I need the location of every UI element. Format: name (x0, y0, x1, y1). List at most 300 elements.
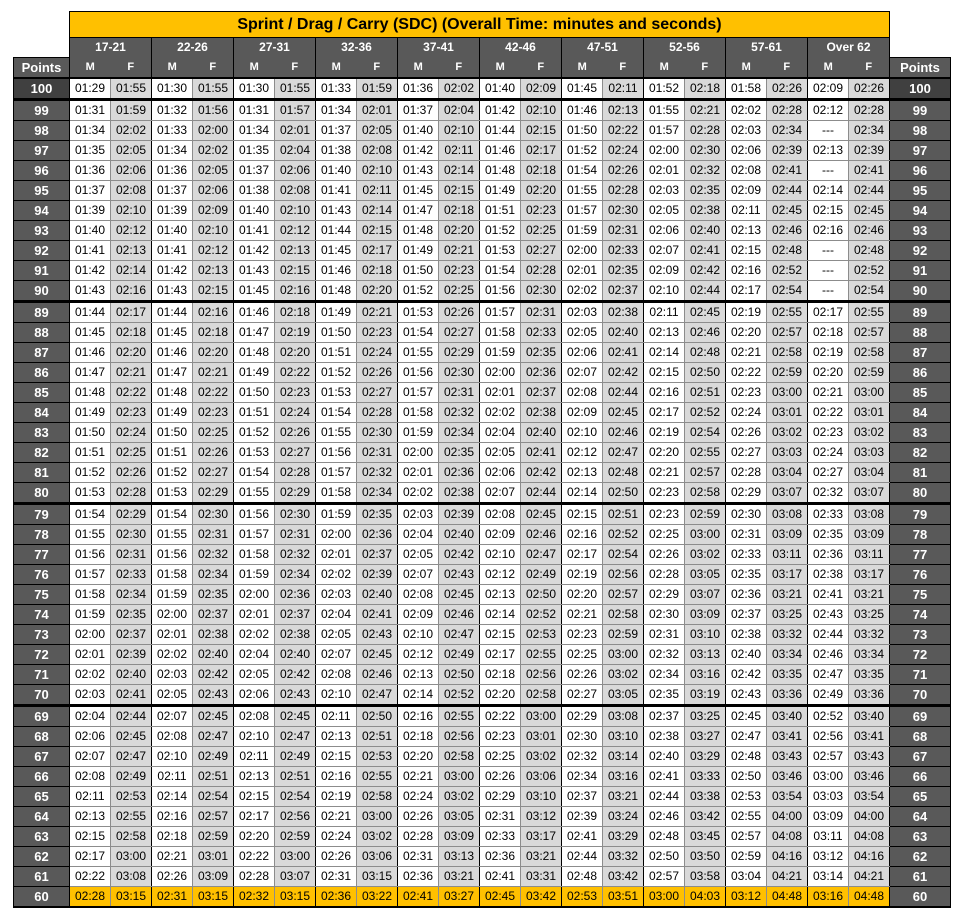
male-time-cell: 01:46 (234, 302, 275, 323)
female-time-cell: 02:18 (521, 161, 562, 181)
male-time-cell: 02:41 (562, 827, 603, 847)
male-time-cell: 01:55 (562, 181, 603, 201)
table-row (14, 525, 951, 545)
female-time-cell: 02:42 (193, 665, 234, 685)
male-time-cell: 01:40 (398, 121, 439, 141)
male-header: M (398, 58, 439, 79)
male-time-cell: 02:18 (808, 323, 849, 343)
table-row (14, 423, 951, 443)
female-time-cell: 02:43 (439, 565, 480, 585)
female-time-cell: 03:21 (439, 867, 480, 887)
male-time-cell: 02:08 (726, 161, 767, 181)
female-time-cell: 02:54 (275, 787, 316, 807)
male-time-cell: 01:57 (316, 463, 357, 483)
table-row (14, 767, 951, 787)
female-time-cell: 02:28 (603, 181, 644, 201)
male-time-cell: 01:57 (644, 121, 685, 141)
male-time-cell: 01:45 (562, 78, 603, 100)
table-row (14, 121, 951, 141)
male-time-cell: 02:21 (726, 343, 767, 363)
male-time-cell: 02:00 (644, 141, 685, 161)
male-time-cell: 01:54 (152, 504, 193, 525)
female-time-cell: 03:21 (521, 847, 562, 867)
female-header: F (685, 58, 726, 79)
male-time-cell: 02:15 (808, 201, 849, 221)
male-time-cell: 02:14 (808, 181, 849, 201)
male-time-cell: 01:42 (234, 241, 275, 261)
female-time-cell: 02:18 (357, 261, 398, 281)
female-time-cell: 02:29 (439, 343, 480, 363)
male-time-cell: 02:29 (480, 787, 521, 807)
female-time-cell: 02:10 (521, 100, 562, 121)
female-time-cell: 02:14 (439, 161, 480, 181)
female-time-cell: 02:51 (603, 504, 644, 525)
title-spacer-right (890, 12, 951, 38)
male-time-cell: 01:36 (152, 161, 193, 181)
male-time-cell: 01:46 (562, 100, 603, 121)
male-time-cell: 02:00 (316, 525, 357, 545)
male-time-cell: 02:13 (480, 585, 521, 605)
male-time-cell: 02:15 (234, 787, 275, 807)
female-time-cell: 02:36 (521, 363, 562, 383)
male-time-cell: 02:04 (398, 525, 439, 545)
male-time-cell: 02:22 (70, 867, 111, 887)
female-time-cell: 02:22 (275, 363, 316, 383)
male-time-cell: 02:19 (562, 565, 603, 585)
female-time-cell: 02:54 (193, 787, 234, 807)
male-time-cell: 01:45 (398, 181, 439, 201)
group-spacer-right (890, 38, 951, 58)
female-time-cell: 02:36 (439, 463, 480, 483)
female-time-cell: 03:21 (849, 585, 890, 605)
male-time-cell: 02:31 (480, 807, 521, 827)
female-time-cell: 02:20 (193, 343, 234, 363)
male-time-cell: 02:26 (480, 767, 521, 787)
male-time-cell: 02:02 (316, 565, 357, 585)
male-time-cell: 01:37 (316, 121, 357, 141)
male-time-cell: 02:33 (480, 827, 521, 847)
female-time-cell: 03:42 (521, 887, 562, 908)
male-time-cell: 02:57 (644, 867, 685, 887)
female-time-cell: 02:42 (275, 665, 316, 685)
female-time-cell: 02:32 (357, 463, 398, 483)
male-time-cell: 02:35 (644, 685, 685, 706)
male-time-cell: 01:51 (152, 443, 193, 463)
male-time-cell: 02:41 (644, 767, 685, 787)
female-time-cell: 02:31 (603, 221, 644, 241)
points-cell-left: 69 (14, 706, 70, 727)
female-time-cell: 03:40 (767, 706, 808, 727)
male-time-cell: 02:17 (480, 645, 521, 665)
age-group-header: 47-51 (562, 38, 644, 58)
male-time-cell: 01:57 (70, 565, 111, 585)
female-time-cell: 01:59 (111, 100, 152, 121)
male-time-cell: 02:10 (644, 281, 685, 302)
female-time-cell: 02:11 (439, 141, 480, 161)
female-time-cell: 02:49 (275, 747, 316, 767)
female-time-cell: 02:15 (357, 221, 398, 241)
female-time-cell: 03:06 (357, 847, 398, 867)
table-row (14, 504, 951, 525)
points-cell-left: 68 (14, 727, 70, 747)
female-time-cell: 02:15 (439, 181, 480, 201)
female-time-cell: 02:10 (357, 161, 398, 181)
female-time-cell: 03:58 (685, 867, 726, 887)
female-time-cell: 03:00 (849, 383, 890, 403)
female-time-cell: 02:39 (767, 141, 808, 161)
female-header: F (357, 58, 398, 79)
female-time-cell: 02:28 (849, 100, 890, 121)
female-time-cell: 02:35 (193, 585, 234, 605)
male-time-cell: 01:57 (234, 525, 275, 545)
male-time-cell: 01:53 (480, 241, 521, 261)
male-time-cell: 02:30 (726, 504, 767, 525)
points-cell-left: 63 (14, 827, 70, 847)
female-time-cell: 02:20 (521, 181, 562, 201)
male-time-cell: 01:49 (398, 241, 439, 261)
female-time-cell: 02:40 (193, 645, 234, 665)
table-row (14, 343, 951, 363)
male-time-cell: 01:50 (70, 423, 111, 443)
female-time-cell: 02:34 (193, 565, 234, 585)
female-time-cell: 02:23 (193, 403, 234, 423)
female-time-cell: 02:40 (275, 645, 316, 665)
male-time-cell: 01:43 (152, 281, 193, 302)
female-time-cell: 02:55 (767, 302, 808, 323)
female-time-cell: 02:46 (767, 221, 808, 241)
male-time-cell: 01:54 (70, 504, 111, 525)
female-time-cell: 02:46 (603, 423, 644, 443)
male-time-cell: 01:58 (70, 585, 111, 605)
male-time-cell: 01:49 (152, 403, 193, 423)
female-time-cell: 02:23 (357, 323, 398, 343)
female-time-cell: 03:00 (603, 645, 644, 665)
female-time-cell: 02:13 (603, 100, 644, 121)
female-time-cell: 02:01 (275, 121, 316, 141)
table-row (14, 545, 951, 565)
points-cell-left: 65 (14, 787, 70, 807)
female-time-cell: 04:21 (849, 867, 890, 887)
male-time-cell: 02:31 (316, 867, 357, 887)
points-cell-right: 67 (890, 747, 951, 767)
points-cell-left: 60 (14, 887, 70, 908)
female-time-cell: 02:05 (111, 141, 152, 161)
male-time-cell: 02:07 (316, 645, 357, 665)
male-time-cell: 02:01 (480, 383, 521, 403)
female-time-cell: 02:30 (357, 423, 398, 443)
female-time-cell: 02:32 (275, 545, 316, 565)
female-time-cell: 02:41 (849, 161, 890, 181)
points-cell-left: 74 (14, 605, 70, 625)
table-row (14, 443, 951, 463)
female-time-cell: 01:59 (357, 78, 398, 100)
female-time-cell: 03:15 (111, 887, 152, 908)
points-cell-right: 92 (890, 241, 951, 261)
male-time-cell: 02:20 (562, 585, 603, 605)
female-time-cell: 02:34 (849, 121, 890, 141)
female-time-cell: 02:17 (111, 302, 152, 323)
male-header: M (726, 58, 767, 79)
points-cell-right: 96 (890, 161, 951, 181)
male-time-cell: 02:08 (152, 727, 193, 747)
male-time-cell: 02:02 (562, 281, 603, 302)
female-time-cell: 02:17 (521, 141, 562, 161)
male-time-cell: 02:45 (726, 706, 767, 727)
female-time-cell: 01:57 (275, 100, 316, 121)
female-time-cell: 02:25 (111, 443, 152, 463)
male-time-cell: 02:36 (808, 545, 849, 565)
female-time-cell: 02:18 (685, 78, 726, 100)
male-time-cell: 02:08 (480, 504, 521, 525)
male-time-cell: 02:57 (726, 827, 767, 847)
female-header: F (521, 58, 562, 79)
male-time-cell: 01:54 (316, 403, 357, 423)
female-time-cell: 02:31 (111, 545, 152, 565)
male-time-cell: 01:55 (316, 423, 357, 443)
female-time-cell: 02:27 (357, 383, 398, 403)
male-time-cell: 02:05 (562, 323, 603, 343)
female-time-cell: 02:52 (849, 261, 890, 281)
points-cell-right: 79 (890, 504, 951, 525)
female-time-cell: 03:33 (685, 767, 726, 787)
male-time-cell: 02:56 (808, 727, 849, 747)
male-time-cell: 01:56 (480, 281, 521, 302)
female-time-cell: 02:18 (439, 201, 480, 221)
points-cell-left: 98 (14, 121, 70, 141)
female-time-cell: 03:24 (603, 807, 644, 827)
male-time-cell: 01:51 (234, 403, 275, 423)
male-time-cell: 01:47 (398, 201, 439, 221)
female-time-cell: 02:46 (521, 525, 562, 545)
female-time-cell: 02:45 (111, 727, 152, 747)
female-time-cell: 03:01 (521, 727, 562, 747)
male-time-cell: 02:27 (726, 443, 767, 463)
female-time-cell: 02:04 (439, 100, 480, 121)
points-cell-left: 84 (14, 403, 70, 423)
male-time-cell: 03:16 (808, 887, 849, 908)
female-time-cell: 03:12 (521, 807, 562, 827)
male-time-cell: 01:55 (234, 483, 275, 504)
male-time-cell: 01:45 (152, 323, 193, 343)
male-time-cell: 02:16 (808, 221, 849, 241)
male-time-cell: 03:14 (808, 867, 849, 887)
female-time-cell: 02:57 (849, 323, 890, 343)
male-time-cell: 01:38 (234, 181, 275, 201)
male-time-cell: 02:23 (726, 383, 767, 403)
female-time-cell: 02:50 (685, 363, 726, 383)
table-row (14, 181, 951, 201)
female-time-cell: 02:35 (439, 443, 480, 463)
points-cell-right: 91 (890, 261, 951, 281)
female-time-cell: 02:44 (521, 483, 562, 504)
female-time-cell: 02:21 (439, 241, 480, 261)
female-time-cell: 02:47 (111, 747, 152, 767)
male-time-cell: 01:59 (70, 605, 111, 625)
female-time-cell: 02:55 (685, 443, 726, 463)
male-time-cell: 02:24 (398, 787, 439, 807)
male-time-cell: 01:49 (316, 302, 357, 323)
female-time-cell: 03:46 (767, 767, 808, 787)
points-cell-left: 96 (14, 161, 70, 181)
female-time-cell: 02:23 (275, 383, 316, 403)
male-time-cell: 02:49 (808, 685, 849, 706)
female-time-cell: 03:09 (685, 605, 726, 625)
female-time-cell: 02:33 (111, 565, 152, 585)
male-time-cell: 02:44 (562, 847, 603, 867)
male-time-cell: 01:53 (70, 483, 111, 504)
male-time-cell: 03:03 (808, 787, 849, 807)
points-cell-left: 76 (14, 565, 70, 585)
female-time-cell: 03:54 (767, 787, 808, 807)
male-time-cell: 01:36 (398, 78, 439, 100)
female-time-cell: 02:59 (685, 504, 726, 525)
table-row (14, 141, 951, 161)
male-time-cell: 01:58 (152, 565, 193, 585)
male-time-cell: 02:22 (726, 363, 767, 383)
male-time-cell: 02:21 (316, 807, 357, 827)
male-time-cell: 02:02 (726, 100, 767, 121)
male-time-cell: 02:53 (726, 787, 767, 807)
male-time-cell: 02:06 (562, 343, 603, 363)
male-header: M (152, 58, 193, 79)
male-time-cell: 02:34 (644, 665, 685, 685)
female-time-cell: 02:46 (357, 665, 398, 685)
male-time-cell: 02:04 (234, 645, 275, 665)
male-time-cell: 01:49 (70, 403, 111, 423)
female-time-cell: 02:28 (275, 463, 316, 483)
male-time-cell: 02:03 (398, 504, 439, 525)
female-time-cell: 02:56 (439, 727, 480, 747)
female-time-cell: 02:49 (111, 767, 152, 787)
female-time-cell: 03:34 (767, 645, 808, 665)
male-time-cell: 02:11 (316, 706, 357, 727)
male-time-cell: 02:05 (398, 545, 439, 565)
points-cell-left: 79 (14, 504, 70, 525)
male-time-cell: 02:53 (562, 887, 603, 908)
points-cell-left: 87 (14, 343, 70, 363)
female-time-cell: 03:22 (357, 887, 398, 908)
male-time-cell: 01:51 (316, 343, 357, 363)
male-time-cell: 01:57 (562, 201, 603, 221)
female-time-cell: 01:55 (111, 78, 152, 100)
female-time-cell: 02:50 (603, 483, 644, 504)
male-time-cell: 01:50 (562, 121, 603, 141)
points-cell-left: 73 (14, 625, 70, 645)
female-time-cell: 02:27 (439, 323, 480, 343)
female-time-cell: 02:42 (439, 545, 480, 565)
points-cell-right: 72 (890, 645, 951, 665)
female-time-cell: 02:48 (603, 463, 644, 483)
male-time-cell: 01:45 (70, 323, 111, 343)
points-header-right: Points (890, 58, 951, 79)
female-time-cell: 02:52 (439, 685, 480, 706)
male-time-cell: 02:26 (562, 665, 603, 685)
male-time-cell: 02:17 (562, 545, 603, 565)
table-row (14, 383, 951, 403)
female-time-cell: 02:57 (603, 585, 644, 605)
male-time-cell: 01:52 (398, 281, 439, 302)
female-time-cell: 02:49 (439, 645, 480, 665)
female-time-cell: 03:25 (767, 605, 808, 625)
female-time-cell: 02:08 (275, 181, 316, 201)
female-time-cell: 02:44 (111, 706, 152, 727)
female-time-cell: 02:26 (849, 78, 890, 100)
female-header: F (439, 58, 480, 79)
male-time-cell: 02:03 (726, 121, 767, 141)
female-time-cell: 03:43 (849, 747, 890, 767)
female-time-cell: 03:14 (603, 747, 644, 767)
male-time-cell: 02:16 (562, 525, 603, 545)
male-time-cell: 01:50 (316, 323, 357, 343)
male-time-cell: 01:40 (316, 161, 357, 181)
male-time-cell: 02:02 (70, 665, 111, 685)
male-time-cell: 01:37 (234, 161, 275, 181)
female-time-cell: 02:14 (357, 201, 398, 221)
female-time-cell: 02:22 (603, 121, 644, 141)
female-time-cell: 02:43 (193, 685, 234, 706)
female-time-cell: 02:56 (521, 665, 562, 685)
female-time-cell: 03:42 (603, 867, 644, 887)
female-time-cell: 03:11 (767, 545, 808, 565)
male-time-cell: 01:56 (398, 363, 439, 383)
male-time-cell: 02:19 (316, 787, 357, 807)
points-cell-right: 63 (890, 827, 951, 847)
points-cell-left: 83 (14, 423, 70, 443)
male-time-cell: 01:31 (234, 100, 275, 121)
female-time-cell: 02:39 (439, 504, 480, 525)
points-cell-left: 94 (14, 201, 70, 221)
male-time-cell: 01:50 (152, 423, 193, 443)
male-time-cell: 02:48 (562, 867, 603, 887)
table-row (14, 403, 951, 423)
male-time-cell: 01:50 (234, 383, 275, 403)
female-time-cell: 02:58 (521, 685, 562, 706)
male-time-cell: 02:10 (234, 727, 275, 747)
female-time-cell: 03:04 (849, 463, 890, 483)
points-cell-left: 89 (14, 302, 70, 323)
male-time-cell: 01:33 (152, 121, 193, 141)
female-time-cell: 02:30 (685, 141, 726, 161)
points-cell-left: 85 (14, 383, 70, 403)
female-time-cell: 02:38 (439, 483, 480, 504)
male-time-cell: 02:07 (562, 363, 603, 383)
female-time-cell: 02:00 (193, 121, 234, 141)
female-time-cell: 02:15 (193, 281, 234, 302)
male-time-cell: 02:22 (808, 403, 849, 423)
male-time-cell: --- (808, 261, 849, 281)
male-time-cell: 02:03 (152, 665, 193, 685)
female-time-cell: 02:47 (275, 727, 316, 747)
male-time-cell: 01:38 (316, 141, 357, 161)
male-time-cell: 01:49 (234, 363, 275, 383)
male-time-cell: 02:28 (726, 463, 767, 483)
male-time-cell: 02:28 (70, 887, 111, 908)
female-time-cell: 02:47 (193, 727, 234, 747)
male-time-cell: 01:51 (70, 443, 111, 463)
male-time-cell: 02:01 (70, 645, 111, 665)
female-time-cell: 02:34 (439, 423, 480, 443)
male-time-cell: 01:47 (70, 363, 111, 383)
male-time-cell: 02:10 (398, 625, 439, 645)
female-time-cell: 02:29 (193, 483, 234, 504)
male-time-cell: 02:38 (808, 565, 849, 585)
male-time-cell: 02:01 (316, 545, 357, 565)
male-time-cell: 02:12 (480, 565, 521, 585)
female-header: F (275, 58, 316, 79)
female-time-cell: 02:25 (193, 423, 234, 443)
male-time-cell: 02:15 (562, 504, 603, 525)
female-time-cell: 04:00 (767, 807, 808, 827)
